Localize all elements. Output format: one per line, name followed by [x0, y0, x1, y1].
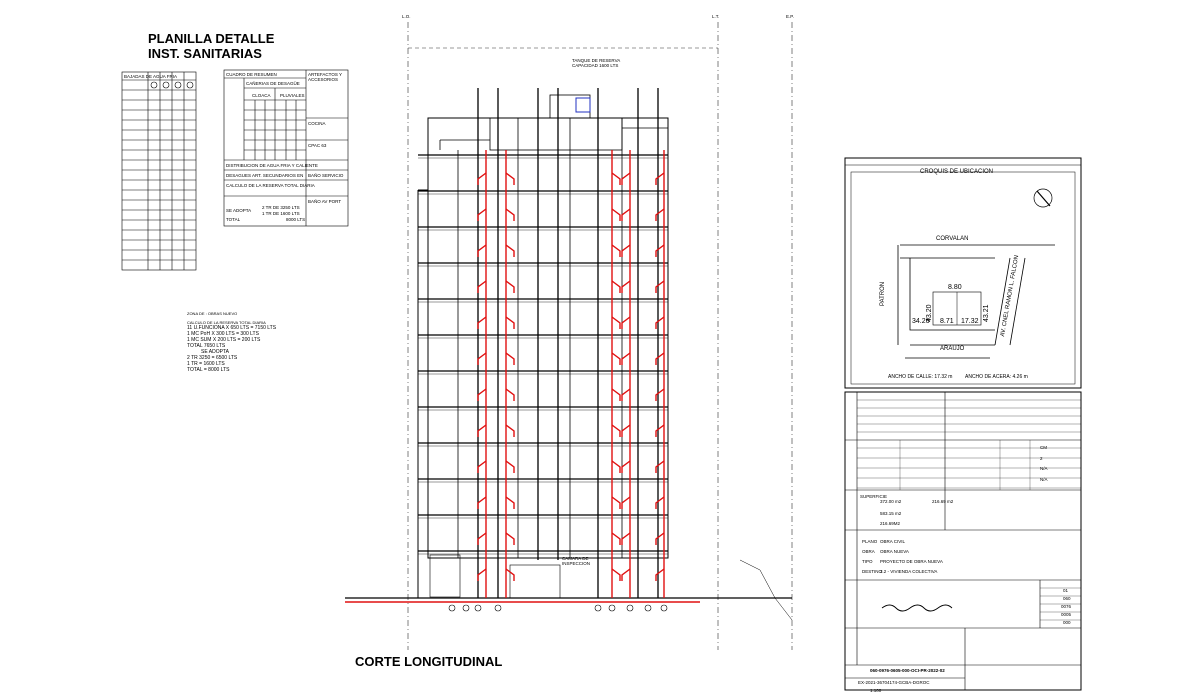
summary-distribucion: DISTRIBUCION DE AGUA FRIA Y CALIENTE [226, 163, 318, 168]
drain-branch [612, 209, 620, 221]
drain-branch [656, 245, 664, 257]
drain-branch [506, 389, 514, 401]
tb-obra-value: OBRA NUEVA [880, 549, 909, 554]
drain-branch [656, 389, 664, 401]
label-ep: E.P. [786, 14, 794, 19]
calc-line: CALCULO DE LA RESERVA TOTAL DIARIA [187, 320, 266, 325]
drain-branch [612, 425, 620, 437]
calc-line: SE ADOPTA [201, 349, 229, 355]
pipe-marker [495, 605, 501, 611]
drain-branch [506, 245, 514, 257]
drain-branch [622, 425, 630, 437]
calc-block [187, 311, 276, 373]
summary-cocina: COCINA [308, 121, 326, 126]
drain-branch [622, 389, 630, 401]
drain-branch [506, 281, 514, 293]
drain-branch [612, 281, 620, 293]
drain-branch [612, 461, 620, 473]
drain-branch [478, 281, 486, 293]
tb-sup2: 583.15 m2 [880, 511, 902, 516]
sheet-title-line1: PLANILLA DETALLE [148, 31, 275, 46]
water-table-header: BAJADAS DE AGUA FRIA [124, 74, 178, 79]
summary-cpac: CPAC 63 [308, 143, 327, 148]
drain-branch [656, 461, 664, 473]
pipe-marker [661, 605, 667, 611]
tb-n1: 01 [1063, 588, 1069, 593]
tanque-note: TANQUE DE RESERVA CAPACIDAD 1600 LTS [572, 58, 621, 68]
tb-tipo-label: TIPO [862, 559, 873, 564]
water-table [122, 72, 196, 270]
summary-header: CUADRO DE RESUMEN [226, 72, 277, 77]
drain-branch [622, 497, 630, 509]
drain-branch [656, 425, 664, 437]
dim-3426: 34.26 [912, 318, 930, 325]
calc-line: 1 TR = 1600 LTS [187, 361, 225, 367]
tb-sup3: 216.69 m2 [932, 499, 954, 504]
drain-branch [478, 317, 486, 329]
drain-branch [656, 497, 664, 509]
tb-ex-num: EX-2021-36704174-GCBA-DGROC [858, 680, 930, 685]
drain-branch [612, 173, 620, 185]
sheet-title-line2: INST. SANITARIAS [148, 46, 262, 61]
drain-branch [612, 569, 620, 581]
tb-n3: 0076 [1061, 604, 1072, 609]
label-lo: L.O. [402, 14, 411, 19]
drain-branch [612, 245, 620, 257]
summary-bano-servicio: BAÑO SERVICIO [308, 173, 344, 178]
tb-plano-value: OBRA CIVIL [880, 539, 906, 544]
drain-branch [506, 533, 514, 545]
tb-total-sup: 216.69M2 [880, 521, 901, 526]
tb-right-4: N/A [1040, 477, 1048, 482]
summary-pluviales: PLUVIALES [280, 93, 305, 98]
dim-871: 8.71 [940, 318, 954, 325]
ancho-calle: ANCHO DE CALLE: 17.32 m [888, 374, 953, 380]
croquis-title: CROQUIS DE UBICACION [920, 169, 994, 175]
drain-branch [478, 245, 486, 257]
tb-n2: 060 [1063, 596, 1071, 601]
calc-line: 1 MC SUM X 200 LTS = 200 LTS [187, 337, 261, 343]
drain-branch [656, 569, 664, 581]
drain-branch [506, 497, 514, 509]
street-corvalan: CORVALAN [936, 236, 969, 242]
drain-branch [622, 173, 630, 185]
summary-cloaca: CLOACA [252, 93, 271, 98]
summary-se-adopta: SE ADOPTA [226, 208, 252, 213]
tb-destino-label: DESTINO [862, 569, 883, 574]
tb-sup1: 372.00 m2 [880, 499, 902, 504]
summary-desagues: DESAGUES ART. SECUNDARIOS EN [226, 173, 304, 178]
calc-line: TOTAL = 8000 LTS [187, 367, 230, 373]
drain-branch [478, 497, 486, 509]
drain-branch [622, 533, 630, 545]
pipe-marker [475, 605, 481, 611]
pipe-marker [595, 605, 601, 611]
tb-esc: 1:100 [870, 688, 882, 693]
drain-branch [622, 569, 630, 581]
label-lt: L.T. [712, 14, 720, 19]
street-falcon: AV. CNEL RAMON L. FALCON [1000, 254, 1021, 338]
dim-4321: 43.21 [983, 304, 990, 322]
calc-line: ZONA DE : OBRAS NUEVO [187, 311, 238, 316]
tb-right-2: 2 [1040, 456, 1043, 461]
pipe-marker [645, 605, 651, 611]
dim-4320: 43.20 [926, 304, 933, 322]
drain-branch [506, 317, 514, 329]
drain-branch [656, 281, 664, 293]
drain-branch [478, 389, 486, 401]
drain-branch [622, 353, 630, 365]
drain-branch [506, 353, 514, 365]
tb-right-3: N/A [1040, 466, 1048, 471]
summary-adopta-l2: 1 TR DE 1600 LTS [262, 211, 300, 216]
calc-line: TOTAL 7650 LTS [187, 343, 226, 349]
drain-branch [612, 497, 620, 509]
calc-line: 1 MC PoH X 300 LTS = 300 LTS [187, 331, 259, 337]
ancho-acera: ANCHO DE ACERA: 4.26 m [965, 374, 1028, 380]
drain-branch [478, 461, 486, 473]
drain-branch [506, 209, 514, 221]
drain-branch [656, 317, 664, 329]
tb-tipo-value: PROYECTO DE OBRA NUEVA [880, 559, 943, 564]
drain-branch [622, 209, 630, 221]
tb-destino-value: 3.2 - VIVIENDA COLECTIVA [880, 569, 938, 574]
drain-branch [478, 173, 486, 185]
section-title: CORTE LONGITUDINAL [355, 654, 503, 669]
croquis-box [845, 158, 1081, 388]
pipe-marker [627, 605, 633, 611]
drain-branch [612, 389, 620, 401]
summary-total-value: 8000 LTS [286, 217, 306, 222]
tb-n5: 000 [1063, 620, 1071, 625]
drain-branch [656, 353, 664, 365]
drain-pipes [345, 150, 700, 602]
summary-bano-port: BAÑO AV PORT [308, 199, 342, 204]
drain-branch [506, 425, 514, 437]
dim-1732: 17.32 [961, 318, 979, 325]
drain-branch [622, 317, 630, 329]
pipe-marker [463, 605, 469, 611]
calc-line: 11 U.FUNCIONA X 650 LTS = 7150 LTS [187, 325, 277, 331]
tb-right-1: CM [1040, 445, 1047, 450]
summary-canerias: CAÑERIAS DE DESAGÜE [246, 81, 300, 86]
drain-branch [612, 317, 620, 329]
drain-branch [506, 461, 514, 473]
summary-calculo: CALCULO DE LA RESERVA TOTAL DIARIA [226, 183, 315, 188]
calc-line: 2 TR 3250 = 6500 LTS [187, 355, 238, 361]
drain-branch [656, 209, 664, 221]
drain-branch [656, 533, 664, 545]
tb-expediente: 060-0976-0605-000-OCI-PR-2022-02 [870, 668, 945, 673]
tb-superficie-label: SUPERFICIE [860, 494, 888, 499]
street-patron: PATRON [880, 281, 886, 306]
summary-adopta-l1: 2 TR DE 3250 LTS [262, 205, 300, 210]
drain-branch [612, 353, 620, 365]
drain-branch [656, 173, 664, 185]
drain-branch [478, 353, 486, 365]
drain-branch [622, 461, 630, 473]
drain-branch [478, 569, 486, 581]
tb-obra-label: OBRA [862, 549, 875, 554]
drain-branch [612, 533, 620, 545]
drain-branch [478, 425, 486, 437]
tb-n4: 0005 [1061, 612, 1072, 617]
summary-total-label: TOTAL [226, 217, 241, 222]
drain-branch [622, 245, 630, 257]
summary-artifacts-col: ARTEFACTOS Y ACCESORIOS [308, 72, 342, 82]
street-araujo: ARAUJO [940, 346, 965, 352]
pipe-marker [609, 605, 615, 611]
drain-branch [622, 281, 630, 293]
drain-branch [478, 209, 486, 221]
drain-branch [478, 533, 486, 545]
dim-880: 8.80 [948, 284, 962, 291]
pipe-markers [449, 605, 667, 611]
tb-plano-label: PLANO [862, 539, 878, 544]
camara-note: CAMARA DE INSPECCION [562, 556, 591, 566]
pipe-marker [449, 605, 455, 611]
drain-branch [506, 173, 514, 185]
